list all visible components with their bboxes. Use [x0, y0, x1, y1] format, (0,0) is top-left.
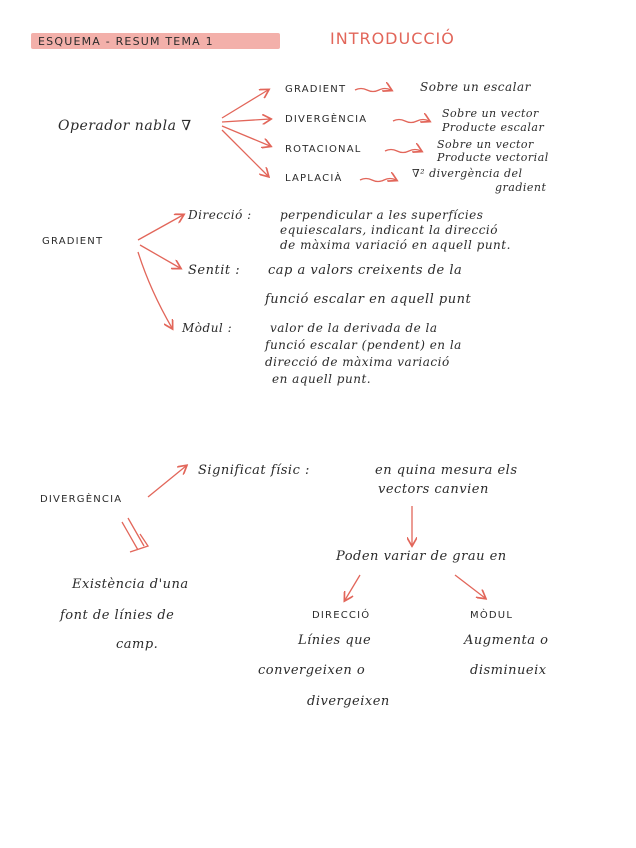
page-title: INTRODUCCIÓ: [330, 29, 455, 48]
divergence-meaning-line-1: en quina mesura els: [375, 463, 518, 478]
branch-modul-line-1: Augmenta o: [464, 633, 549, 648]
arrow-div-meaning: [148, 466, 186, 497]
implication-arrow: [122, 518, 148, 552]
branch-direccio-line-2: convergeixen o: [258, 663, 366, 678]
arrow-grad-direccio: [138, 215, 183, 240]
gradient-modul-line-2: funció escalar (pendent) en la: [265, 338, 462, 352]
gradient-direccio-line-1: perpendicular a les superfícies: [280, 208, 484, 222]
nabla-item-rotational: ROTACIONAL: [285, 144, 362, 155]
nabla-note-laplacian-1: ∇² divergència del: [412, 167, 523, 180]
scheme-label: ESQUEMA - RESUM TEMA 1: [38, 35, 214, 48]
nabla-note-divergence-1: Sobre un vector: [442, 107, 539, 120]
nabla-note-divergence-2: Producte escalar: [442, 121, 545, 134]
nabla-item-laplacian: LAPLACIÀ: [285, 173, 343, 184]
arrow-nabla-laplacian: [222, 130, 268, 176]
branch-direccio-name: DIRECCIÓ: [312, 610, 371, 621]
nabla-note-laplacian-2: gradient: [495, 181, 547, 194]
nabla-note-rotational-1: Sobre un vector: [437, 138, 534, 151]
gradient-modul-label: Mòdul :: [182, 321, 233, 335]
nabla-note-rotational-2: Producte vectorial: [437, 151, 549, 164]
divergence-meaning-label: Significat físic :: [198, 463, 310, 478]
arrow-grad-sentit: [140, 245, 180, 268]
arrow-grad-modul: [138, 252, 172, 328]
divergence-implication-line-3: camp.: [116, 637, 159, 652]
divergence-meaning-line-2: vectors canvien: [378, 482, 489, 497]
branch-modul-name: MÒDUL: [470, 610, 514, 621]
squiggle-1: [355, 89, 391, 92]
nabla-item-gradient: GRADIENT: [285, 84, 347, 95]
arrow-vary-modul: [455, 575, 485, 598]
arrow-vary-direccio: [345, 575, 360, 600]
gradient-sentit-label: Sentit :: [188, 263, 241, 278]
branch-direccio-line-1: Línies que: [298, 633, 372, 648]
gradient-root: GRADIENT: [42, 236, 104, 247]
divergence-root: DIVERGÈNCIA: [40, 494, 123, 505]
divergence-implication-line-1: Existència d'una: [72, 577, 189, 592]
squiggle-4: [360, 179, 396, 182]
gradient-sentit-line-1: cap a valors creixents de la: [268, 263, 463, 278]
gradient-modul-line-1: valor de la derivada de la: [270, 321, 438, 335]
gradient-modul-line-4: en aquell punt.: [272, 372, 372, 386]
gradient-direccio-label: Direcció :: [188, 208, 252, 222]
nabla-item-divergence: DIVERGÈNCIA: [285, 114, 368, 125]
nabla-note-gradient: Sobre un escalar: [420, 80, 531, 94]
gradient-modul-line-3: direcció de màxima variació: [265, 355, 450, 369]
branch-modul-line-2: disminueix: [470, 663, 547, 678]
gradient-sentit-line-2: funció escalar en aquell punt: [265, 292, 472, 307]
squiggle-3: [385, 150, 421, 153]
squiggle-2: [393, 120, 429, 123]
gradient-direccio-line-3: de màxima variació en aquell punt.: [280, 238, 511, 252]
nabla-root: Operador nabla ∇: [58, 118, 192, 134]
branch-direccio-line-3: divergeixen: [307, 694, 390, 709]
divergence-implication-line-2: font de línies de: [60, 608, 175, 623]
arrow-nabla-divergence: [222, 119, 270, 122]
divergence-can-vary: Poden variar de grau en: [336, 549, 507, 564]
arrow-nabla-gradient: [222, 90, 268, 118]
gradient-direccio-line-2: equiescalars, indicant la direcció: [280, 223, 498, 237]
arrow-nabla-rotational: [222, 126, 270, 146]
